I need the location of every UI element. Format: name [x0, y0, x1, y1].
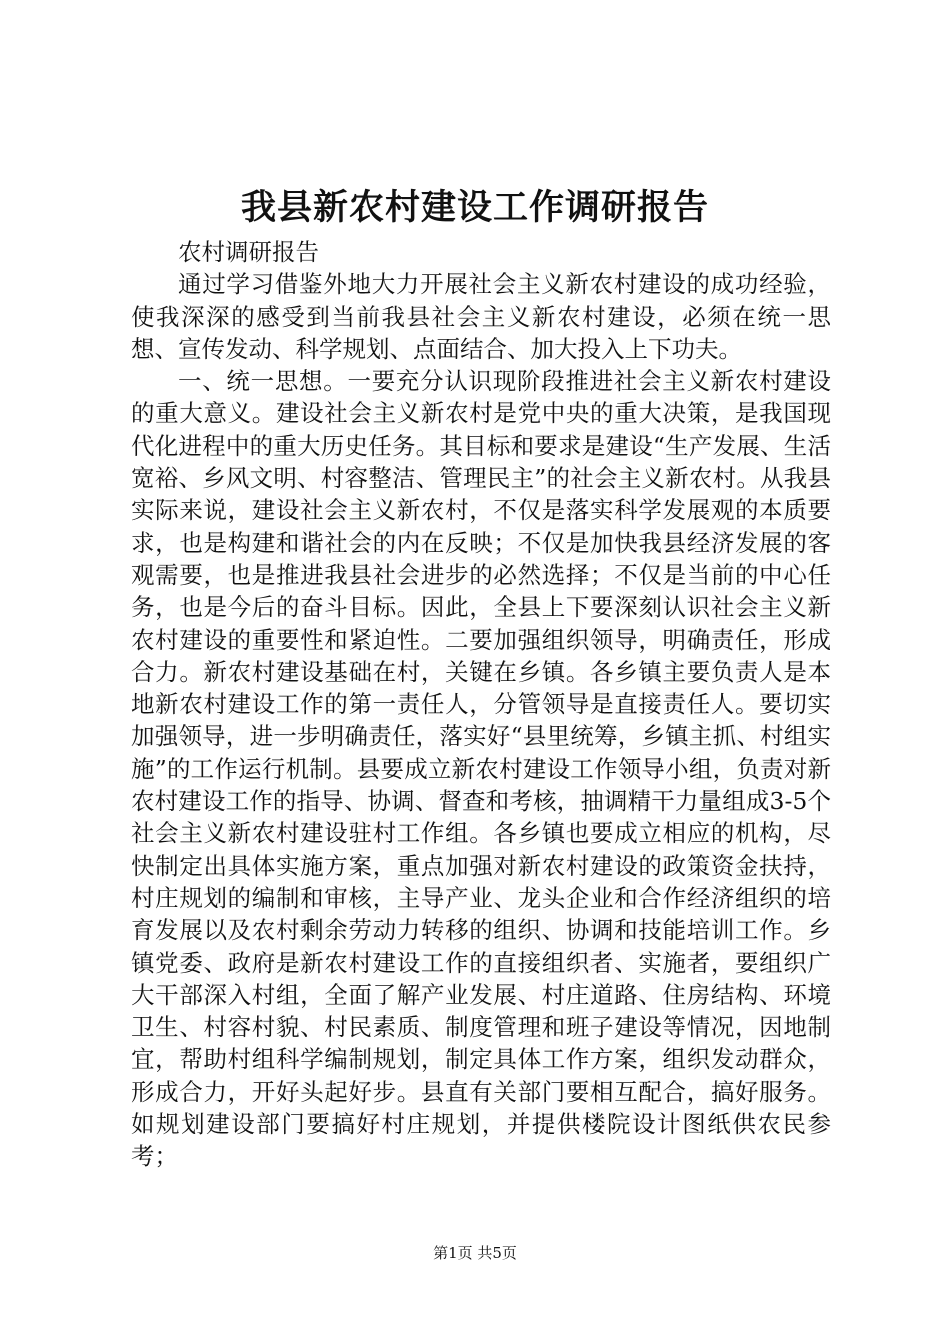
- document-body: [131, 236, 831, 1173]
- paragraph-subtitle: 农村调研报告: [178, 238, 319, 266]
- page-footer: 第1页 共5页: [433, 1244, 517, 1262]
- paragraph-intro: 通过学习借鉴外地大力开展社会主义新农村建设的成功经验，使我深深的感受到当前我县社会主义新农村建设，必须在统一思想、宣传发动、科学规划、点面结合、加大投入上下功夫。: [131, 270, 831, 363]
- paragraph-section-1: 一、统一思想。一要充分认识现阶段推进社会主义新农村建设的重大意义。建设社会主义新农村是党中央的重大决策，是我国现代化进程中的重大历史任务。其目标和要求是建设“生产发展、生活宽裕、乡风文明、村容整洁、管理民主”的社会主义新农村。从我县实际来说，建设社会主义新农村，不仅是落实科学发展观的本质要求，也是构建和谐社会的内在反映；不仅是加快我县经济发展的客观需要，也是推进我县社会进步的必然选择；不仅是当前的中心任务，也是今后的奋斗目标。因此，全县上下要深刻认识社会主义新农村建设的重要性和紧迫性。二要加强组织领导，明确责任，形成合力。新农村建设基础在村，关键在乡镇。各乡镇主要负责人是本地新农村建设工作的第一责任人，分管领导是直接责任人。要切实加强领导，进一步明确责任，落实好“县里统筹，乡镇主抓、村组实施”的工作运行机制。县要成立新农村建设工作领导小组，负责对新农村建设工作的指导、协调、督查和考核，抽调精干力量组成3-5个社会主义新农村建设驻村工作组。各乡镇也要成立相应的机构，尽快制定出具体实施方案，重点加强对新农村建设的政策资金扶持，村庄规划的编制和审核，主导产业、龙头企业和合作经济组织的培育发展以及农村剩余劳动力转移的组织、协调和技能培训工作。乡镇党委、政府是新农村建设工作的直接组织者、实施者，要组织广大干部深入村组，全面了解产业发展、村庄道路、住房结构、环境卫生、村容村貌、村民素质、制度管理和班子建设等情况，因地制宜，帮助村组科学编制规划，制定具体工作方案，组织发动群众，形成合力，开好头起好步。县直有关部门要相互配合，搞好服务。如规划建设部门要搞好村庄规划，并提供楼院设计图纸供农民参考；: [131, 367, 831, 1171]
- document-title: 我县新农村建设工作调研报告: [240, 187, 709, 228]
